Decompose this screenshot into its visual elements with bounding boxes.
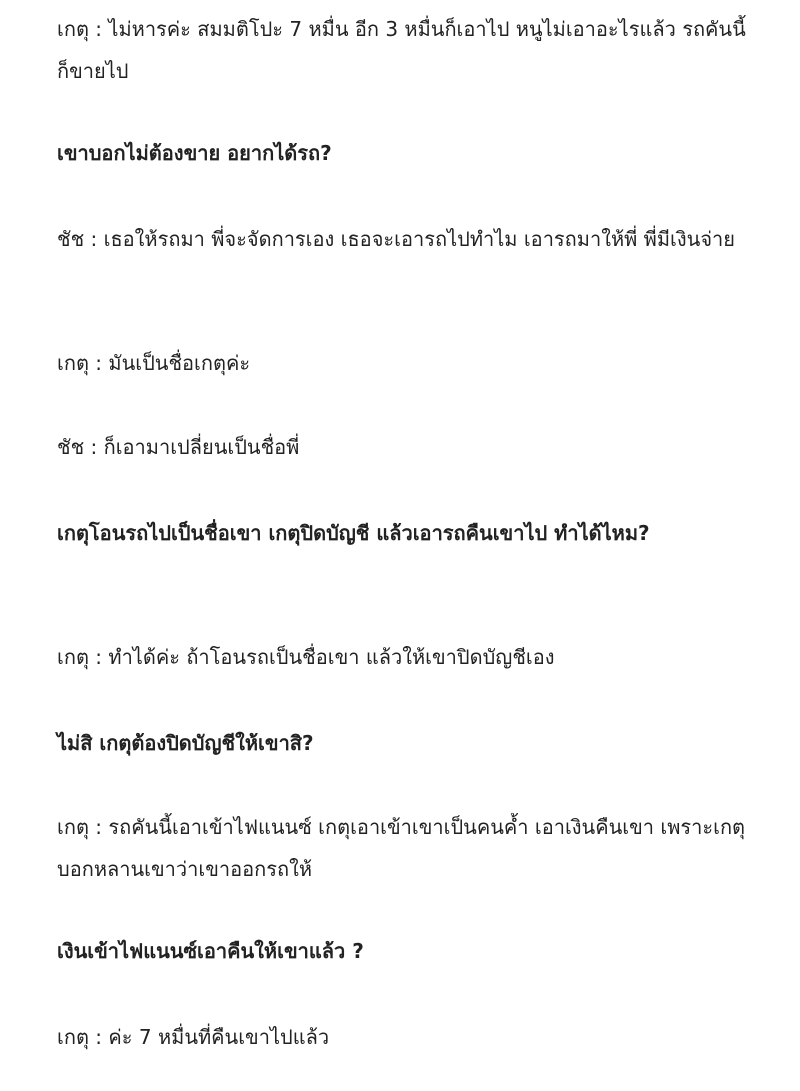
answer-paragraph: เกตุ : รถคันนี้เอาเข้าไฟแนนซ์ เกตุเอาเข้าเขาเป็นคนค้ำ เอาเงินคืนเขา เพราะเกตุบอกหลานเขาว่าเขาออกรถให้ (57, 815, 746, 881)
answer-paragraph: ชัช : เธอให้รถมา พี่จะจัดการเอง เธอจะเอารถไปทำไม เอารถมาให้พี่ พี่มีเงินจ่าย (57, 227, 735, 251)
question-paragraph: เงินเข้าไฟแนนซ์เอาคืนให้เขาแล้ว ? (57, 939, 364, 963)
question-paragraph: เกตุโอนรถไปเป็นชื่อเขา เกตุปิดบัญชี แล้วเอารถคืนเขาไป ทำได้ไหม? (57, 521, 650, 545)
answer-paragraph: เกตุ : ไม่หารค่ะ สมมติโปะ 7 หมื่น อีก 3 หมื่นก็เอาไป หนูไม่เอาอะไรแล้ว รถคันนี้ก็ขายไป (57, 17, 746, 83)
question-paragraph: เขาบอกไม่ต้องขาย อยากได้รถ? (57, 141, 332, 165)
answer-paragraph: เกตุ : ทำได้ค่ะ ถ้าโอนรถเป็นชื่อเขา แล้วให้เขาปิดบัญชีเอง (57, 645, 555, 669)
answer-paragraph: เกตุ : มันเป็นชื่อเกตุค่ะ (57, 351, 251, 375)
answer-paragraph: เกตุ : ค่ะ 7 หมื่นที่คืนเขาไปแล้ว (57, 1025, 330, 1049)
question-paragraph: ไม่สิ เกตุต้องปิดบัญชีให้เขาสิ? (57, 731, 314, 755)
answer-paragraph: ชัช : ก็เอามาเปลี่ยนเป็นชื่อพี่ (57, 435, 300, 459)
